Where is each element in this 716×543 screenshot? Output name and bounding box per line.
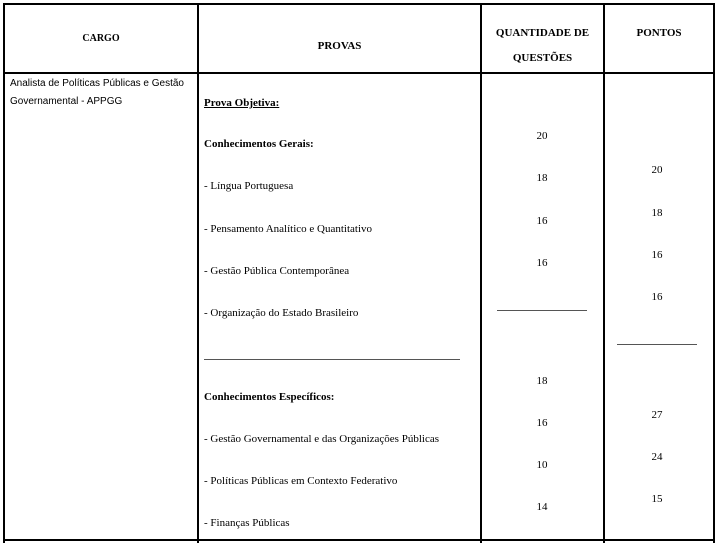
pontos-especificos-value: 27 <box>651 409 663 421</box>
quantidade-especificos-value: 16 <box>536 417 548 429</box>
gerais-item: - Organização do Estado Brasileiro <box>204 307 359 319</box>
provas-section-separator <box>204 359 460 360</box>
cargo-name-line2: Governamental - APPGG <box>10 96 123 107</box>
especificos-item: - Gestão Governamental e das Organizações Públicas <box>204 433 439 445</box>
gerais-item: - Língua Portuguesa <box>204 180 294 192</box>
column-divider-cargo <box>197 3 199 543</box>
quantidade-especificos-value: 18 <box>536 375 548 387</box>
gerais-item: - Pensamento Analítico e Quantitativo <box>204 223 373 235</box>
cargo-name-line1: Analista de Políticas Públicas e Gestão <box>10 78 184 89</box>
pontos-gerais-value: 18 <box>651 207 663 219</box>
conhecimentos-gerais-heading: Conhecimentos Gerais: <box>204 138 314 150</box>
gerais-item: - Gestão Pública Contemporânea <box>204 265 350 277</box>
pontos-gerais-value: 20 <box>651 164 663 176</box>
quantidade-especificos-value: 10 <box>536 459 548 471</box>
header-quantidade-line1: QUANTIDADE DE <box>495 27 590 39</box>
quantidade-gerais-value: 18 <box>536 172 548 184</box>
quantidade-especificos-value: 14 <box>536 501 548 513</box>
header-cargo: CARGO <box>82 33 120 44</box>
table-right-border <box>713 3 715 543</box>
especificos-item: - Políticas Públicas em Contexto Federativo <box>204 475 398 487</box>
quantidade-gerais-value: 20 <box>536 130 548 142</box>
table-bottom-border <box>3 539 715 541</box>
pontos-gerais-value: 16 <box>651 291 663 303</box>
pontos-gerais-value: 16 <box>651 249 663 261</box>
pontos-especificos-value: 15 <box>651 493 663 505</box>
header-quantidade-line2: QUESTÕES <box>512 52 573 64</box>
column-divider-quantidade <box>603 3 605 543</box>
table-top-border <box>3 3 715 5</box>
pontos-especificos-value: 24 <box>651 451 663 463</box>
quantidade-gerais-value: 16 <box>536 215 548 227</box>
conhecimentos-especificos-heading: Conhecimentos Específicos: <box>204 391 335 403</box>
header-bottom-border <box>3 72 715 74</box>
header-provas: PROVAS <box>317 40 362 52</box>
column-divider-provas <box>480 3 482 543</box>
table-left-border <box>3 3 5 543</box>
header-pontos: PONTOS <box>636 27 682 39</box>
prova-objetiva-title: Prova Objetiva: <box>204 97 280 109</box>
quantidade-gerais-value: 16 <box>536 257 548 269</box>
pontos-section-separator <box>617 344 697 345</box>
quantidade-section-separator <box>497 310 587 311</box>
especificos-item: - Finanças Públicas <box>204 517 290 529</box>
